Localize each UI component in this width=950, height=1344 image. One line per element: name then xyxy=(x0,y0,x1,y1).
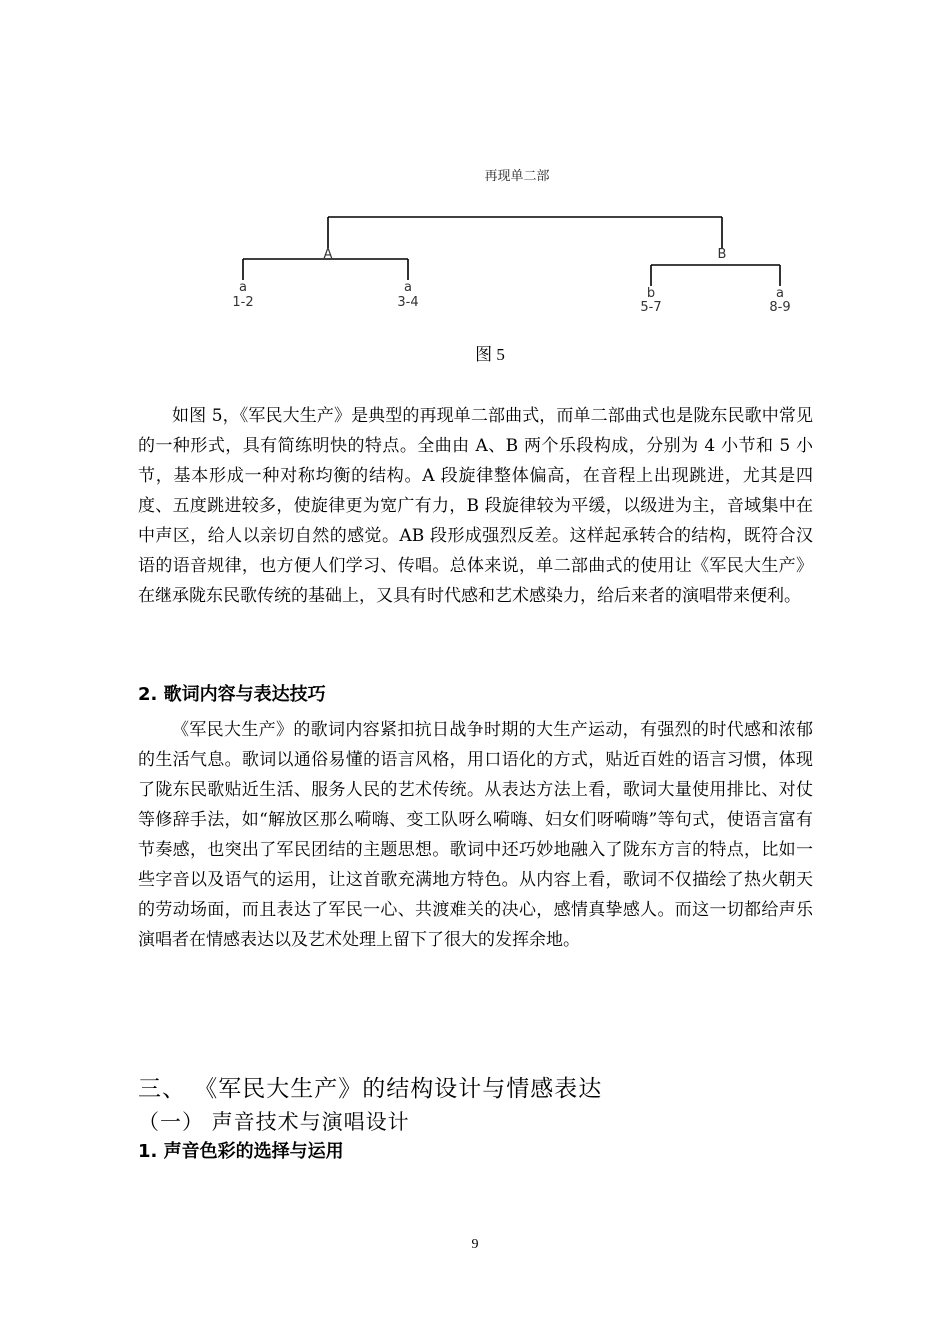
page-number: 9 xyxy=(471,1237,479,1252)
phrase-label: a xyxy=(239,280,247,295)
phrase-label: a xyxy=(776,286,784,301)
body-paragraph: 如图 5，《军民大生产》是典型的再现单二部曲式，而单二部曲式也是陇东民歌中常见的一种形式，具有简练明快的特点。全曲由 A、B 两个乐段构成，分别为 4 小节和 5 小节，基本形成一种对称均衡的结构。A 段旋律整体偏高，在音程上出现跳进，尤其是四度、五度跳进较多，使旋律更为宽广有力，B 段旋律较为平缓，以级进为主，音域集中在中声区，给人以亲切自然的感觉。AB 段形成强烈反差。这样起承转合的结构，既符合汉语的语音规律，也方便人们学习、传唱。总体来说，单二部曲式的使用让《军民大生产》在继承陇东民歌传统的基础上，又具有时代感和艺术感染力，给后来者的演唱带来便利。 xyxy=(138,406,813,606)
form-structure-diagram xyxy=(215,160,815,320)
body-paragraph: 《军民大生产》的歌词内容紧扣抗日战争时期的大生产运动，有强烈的时代感和浓郁的生活气息。歌词以通俗易懂的语言风格，用口语化的方式，贴近百姓的语言习惯，体现了陇东民歌贴近生活、服务人民的艺术传统。从表达方法上看，歌词大量使用排比、对仗等修辞手法，如“解放区那么嗬嗨、变工队呀么嗬嗨、妇女们呀嗬嗨”等句式，使语言富有节奏感，也突出了军民团结的主题思想。歌词中还巧妙地融入了陇东方言的特点，比如一些字音以及语气的运用，让这首歌充满地方特色。从内容上看，歌词不仅描绘了热火朝天的劳动场面，而且表达了军民一心、共渡难关的决心，感情真挚感人。而这一切都给声乐演唱者在情感表达以及艺术处理上留下了很大的发挥余地。 xyxy=(138,720,813,950)
figure-caption: 图 5 xyxy=(475,345,505,364)
section-label-a: A xyxy=(323,247,333,262)
section-heading: 三、 《军民大生产》的结构设计与情感表达 xyxy=(138,1076,603,1102)
phrase-bars: 5-7 xyxy=(640,300,662,315)
phrase-bars: 3-4 xyxy=(397,295,419,310)
subsection-heading: （一） 声音技术与演唱设计 xyxy=(138,1110,410,1134)
phrase-label: a xyxy=(404,280,412,295)
diagram-lines xyxy=(215,160,815,320)
section-label-b: B xyxy=(717,247,727,262)
subheading-voice-color: 1. 声音色彩的选择与运用 xyxy=(138,1141,344,1162)
phrase-bars: 8-9 xyxy=(769,300,791,315)
phrase-bars: 1-2 xyxy=(232,295,254,310)
subheading-lyrics: 2. 歌词内容与表达技巧 xyxy=(138,684,326,705)
diagram-title: 再现单二部 xyxy=(484,169,550,184)
phrase-label: b xyxy=(646,286,656,301)
